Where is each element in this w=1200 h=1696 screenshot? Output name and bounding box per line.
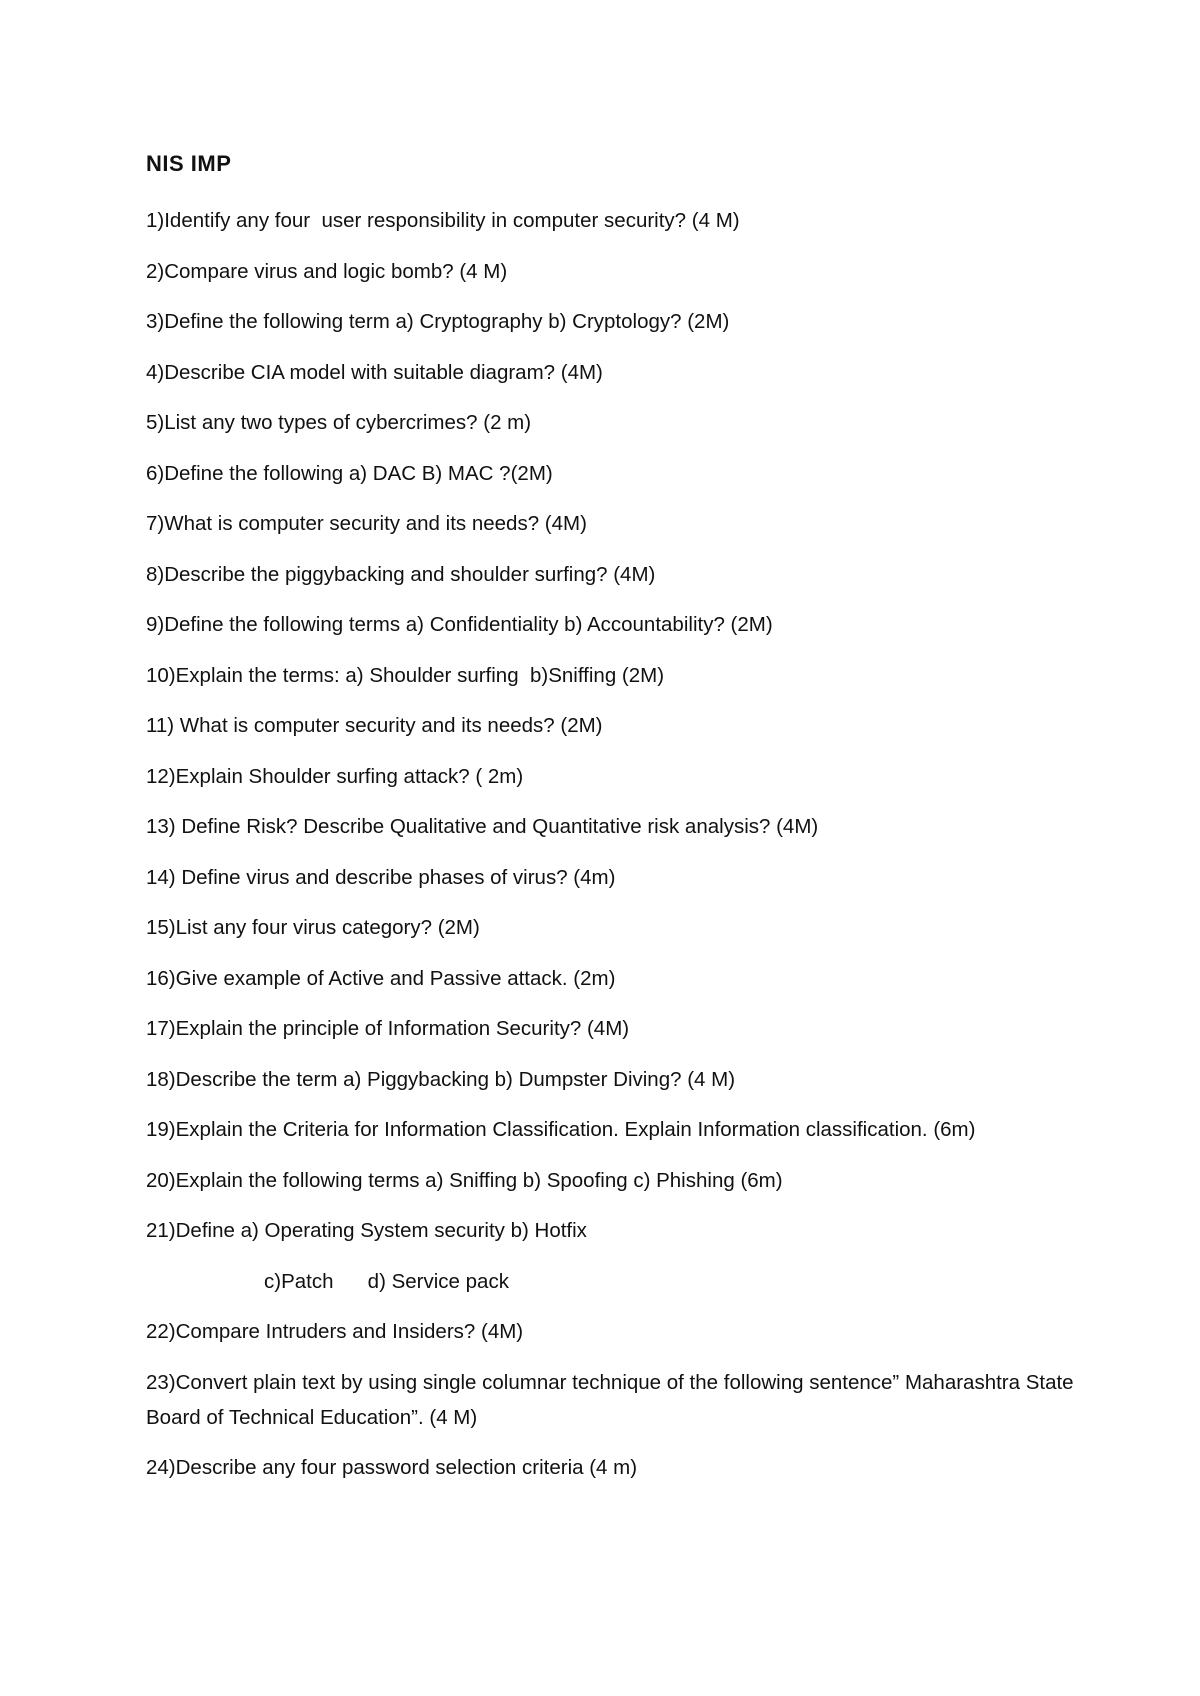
question-18: 18)Describe the term a) Piggybacking b) Dumpster Diving? (4 M)	[146, 1067, 736, 1091]
document-content	[146, 149, 1086, 1501]
question-5: 5)List any two types of cybercrimes? (2 m)	[146, 411, 532, 434]
question-9: 9)Define the following terms a) Confidentiality b) Accountability? (2M)	[146, 613, 773, 636]
question-4: 4)Describe CIA model with suitable diagram? (4M)	[146, 360, 603, 384]
question-2: 2)Compare virus and logic bomb? (4 M)	[146, 259, 508, 283]
question-6: 6)Define the following a) DAC B) MAC ?(2M)	[146, 461, 553, 485]
question-15: 15)List any four virus category? (2M)	[146, 916, 480, 939]
question-21: 21)Define a) Operating System security b) Hotfix	[146, 1219, 587, 1242]
question-7: 7)What is computer security and its needs? (4M)	[146, 512, 587, 535]
question-11: 11) What is computer security and its needs? (2M)	[146, 714, 603, 737]
question-19: 19)Explain the Criteria for Information Classification. Explain Information classification. (6m)	[146, 1118, 976, 1141]
question-17: 17)Explain the principle of Information Security? (4M)	[146, 1017, 630, 1040]
question-12: 12)Explain Shoulder surfing attack? ( 2m)	[146, 764, 524, 788]
question-13: 13) Define Risk? Describe Qualitative and Quantitative risk analysis? (4M)	[146, 815, 819, 838]
question-8: 8)Describe the piggybacking and shoulder surfing? (4M)	[146, 562, 656, 586]
question-21-continuation: c)Patch d) Service pack	[264, 1269, 509, 1293]
question-20: 20)Explain the following terms a) Sniffing b) Spoofing c) Phishing (6m)	[146, 1168, 783, 1192]
document-title: NIS IMP	[146, 151, 232, 176]
question-3: 3)Define the following term a) Cryptography b) Cryptology? (2M)	[146, 310, 730, 333]
question-16: 16)Give example of Active and Passive attack. (2m)	[146, 966, 616, 990]
question-24: 24)Describe any four password selection criteria (4 m)	[146, 1456, 638, 1479]
question-23: 23)Convert plain text by using single columnar technique of the following sentence” Maharashtra State Board of Technical Education”. (4 M)	[146, 1370, 1080, 1429]
question-14: 14) Define virus and describe phases of virus? (4m)	[146, 865, 616, 889]
question-22: 22)Compare Intruders and Insiders? (4M)	[146, 1320, 524, 1343]
question-1: 1)Identify any four user responsibility in computer security? (4 M)	[146, 209, 740, 232]
question-10: 10)Explain the terms: a) Shoulder surfing b)Sniffing (2M)	[146, 663, 665, 687]
